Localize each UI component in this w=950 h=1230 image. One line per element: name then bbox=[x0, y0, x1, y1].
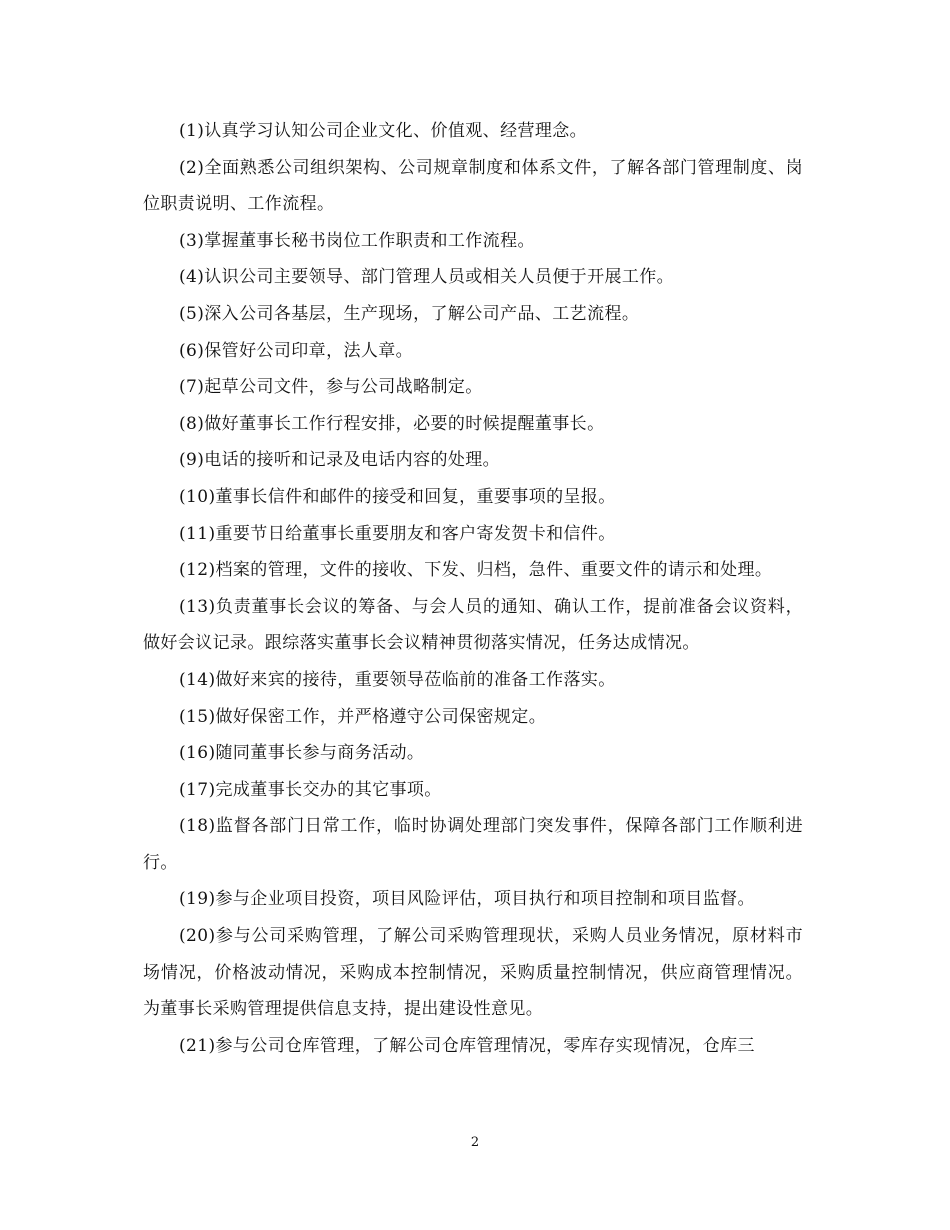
paragraph-1: (1)认真学习认知公司企业文化、价值观、经营理念。 bbox=[179, 121, 588, 141]
paragraph-11: (11)重要节日给董事长重要朋友和客户寄发贺卡和信件。 bbox=[179, 523, 616, 544]
paragraph-16: (16)随同董事长参与商务活动。 bbox=[179, 743, 425, 764]
page-number: 2 bbox=[470, 1135, 480, 1150]
paragraph-9: (9)电话的接听和记录及电话内容的处理。 bbox=[179, 450, 501, 471]
paragraph-21: (21)参与公司仓库管理，了解公司仓库管理情况，零库存实现情况，仓库三 bbox=[179, 1035, 755, 1056]
body-text bbox=[143, 113, 803, 1064]
paragraph-10: (10)董事长信件和邮件的接受和回复，重要事项的呈报。 bbox=[179, 486, 616, 507]
paragraph-20: (20)参与公司采购管理，了解公司采购管理现状，采购人员业务情况，原材料市场情况，价格波动情况，采购成本控制情况，采购质量控制情况，供应商管理情况。为董事长采购管理提供信息支持，提出建设性意见。 bbox=[143, 926, 803, 1020]
paragraph-19: (19)参与企业项目投资，项目风险评估，项目执行和项目控制和项目监督。 bbox=[179, 889, 755, 910]
paragraph-8: (8)做好董事长工作行程安排，必要的时候提醒董事长。 bbox=[179, 413, 605, 434]
paragraph-5: (5)深入公司各基层，生产现场，了解公司产品、工艺流程。 bbox=[179, 303, 640, 324]
paragraph-18: (18)监督各部门日常工作，临时协调处理部门突发事件，保障各部门工作顺利进行。 bbox=[143, 816, 803, 873]
paragraph-12: (12)档案的管理，文件的接收、下发、归档，急件、重要文件的请示和处理。 bbox=[179, 560, 773, 581]
paragraph-15: (15)做好保密工作，并严格遵守公司保密规定。 bbox=[179, 706, 547, 727]
paragraph-14: (14)做好来宾的接待，重要领导莅临前的准备工作落实。 bbox=[179, 669, 616, 690]
paragraph-7: (7)起草公司文件，参与公司战略制定。 bbox=[179, 377, 483, 398]
paragraph-3: (3)掌握董事长秘书岗位工作职责和工作流程。 bbox=[179, 230, 535, 251]
paragraph-17: (17)完成董事长交办的其它事项。 bbox=[179, 779, 442, 800]
paragraph-2: (2)全面熟悉公司组织架构、公司规章制度和体系文件，了解各部门管理制度、岗位职责说明、工作流程。 bbox=[143, 157, 803, 215]
paragraph-4: (4)认识公司主要领导、部门管理人员或相关人员便于开展工作。 bbox=[179, 267, 675, 288]
paragraph-6: (6)保管好公司印章，法人章。 bbox=[179, 340, 414, 361]
paragraph-13: (13)负责董事长会议的筹备、与会人员的通知、确认工作，提前准备会议资料，做好会议记录。跟综落实董事长会议精神贯彻落实情况，任务达成情况。 bbox=[143, 596, 803, 654]
